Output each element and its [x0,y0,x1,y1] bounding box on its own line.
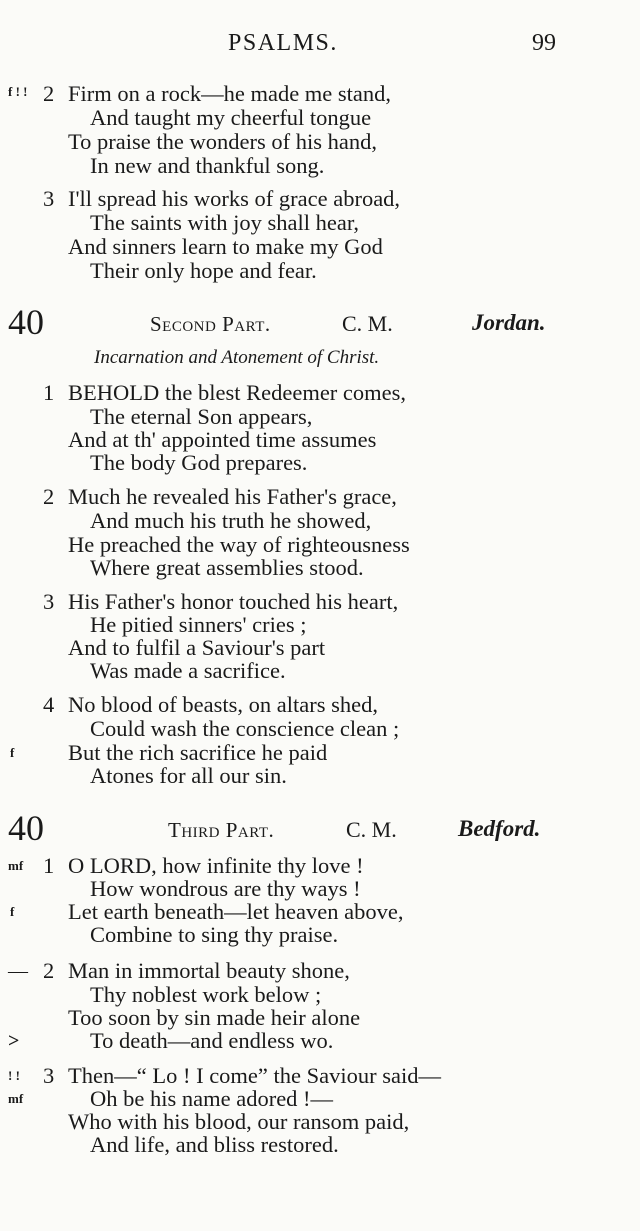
dynamic-mark: f [10,904,15,919]
verse-line: And life, and bliss restored. [90,1132,339,1157]
meter: C. M. [342,311,393,336]
dynamic-mark: mf [8,1091,24,1106]
hymn-number: 40 [8,808,44,848]
part-title: Second Part. [150,312,271,336]
stanza-number: 2 [43,484,55,509]
dynamic-mark: f [10,745,15,760]
verse-line: And to fulfil a Saviour's part [68,635,326,660]
stanza-number: 4 [43,692,55,717]
verse-line: He pitied sinners' cries ; [90,612,307,637]
dynamic-mark: > [8,1030,20,1052]
verse-line: Too soon by sin made heir alone [68,1005,361,1030]
stanza-number: 1 [43,853,55,878]
verse-line: I'll spread his works of grace abroad, [68,186,401,211]
verse-line: O LORD, how infinite thy love ! [68,853,364,878]
verse-line: But the rich sacrifice he paid [68,740,328,765]
verse-line: Much he revealed his Father's grace, [68,484,397,509]
verse-line: And taught my cheerful tongue [90,105,372,130]
verse-line: To praise the wonders of his hand, [68,129,377,154]
verse-line: Their only hope and fear. [90,258,317,283]
meter: C. M. [346,817,397,842]
verse-line: Who with his blood, our ransom paid, [68,1109,410,1134]
verse-line: And much his truth he showed, [90,508,372,533]
tune-name: Bedford. [458,816,541,841]
verse-line: His Father's honor touched his heart, [68,589,399,614]
verse-line: Combine to sing thy praise. [90,922,339,947]
dynamic-mark: — [8,960,28,982]
verse-line: Thy noblest work below ; [90,982,322,1007]
verse-line: Man in immortal beauty shone, [68,958,350,983]
stanza-number: 1 [43,380,55,405]
verse-line: Atones for all our sin. [90,763,287,788]
stanza-number: 3 [43,1063,55,1088]
verse-line: And sinners learn to make my God [68,234,383,259]
page-number: 99 [532,30,556,56]
verse-line: How wondrous are thy ways ! [90,876,361,901]
verse-line: The saints with joy shall hear, [90,210,360,235]
verse-line: In new and thankful song. [90,153,325,178]
verse-line: And at th' appointed time assumes [68,427,377,452]
running-head: PSALMS. [228,30,338,56]
part-title: Third Part. [168,818,275,842]
dynamic-mark: f ! ! [8,84,28,99]
verse-line: To death—and endless wo. [90,1028,334,1053]
verse-line: Then—“ Lo ! I come” the Saviour said— [68,1063,442,1088]
verse-line: Was made a sacrifice. [90,658,286,683]
verse-line: Firm on a rock—he made me stand, [68,81,392,106]
dynamic-mark: mf [8,858,24,873]
verse-line: Oh be his name adored !— [90,1086,334,1111]
verse-line: BEHOLD the blest Redeemer comes, [68,380,407,405]
verse-line: The eternal Son appears, [90,404,313,429]
stanza-number: 2 [43,81,55,106]
verse-line: Let earth beneath—let heaven above, [68,899,404,924]
verse-line: No blood of beasts, on altars shed, [68,692,378,717]
verse-line: Could wash the conscience clean ; [90,716,400,741]
hymn-number: 40 [8,302,44,342]
stanza-number: 2 [43,958,55,983]
dynamic-mark: ! ! [8,1068,20,1083]
verse-line: He preached the way of righteousness [68,532,410,557]
verse-line: Where great assemblies stood. [90,555,364,580]
stanza-number: 3 [43,589,55,614]
tune-name: Jordan. [472,310,546,335]
hymn-subject: Incarnation and Atonement of Christ. [94,347,380,368]
stanza-number: 3 [43,186,55,211]
verse-line: The body God prepares. [90,450,308,475]
